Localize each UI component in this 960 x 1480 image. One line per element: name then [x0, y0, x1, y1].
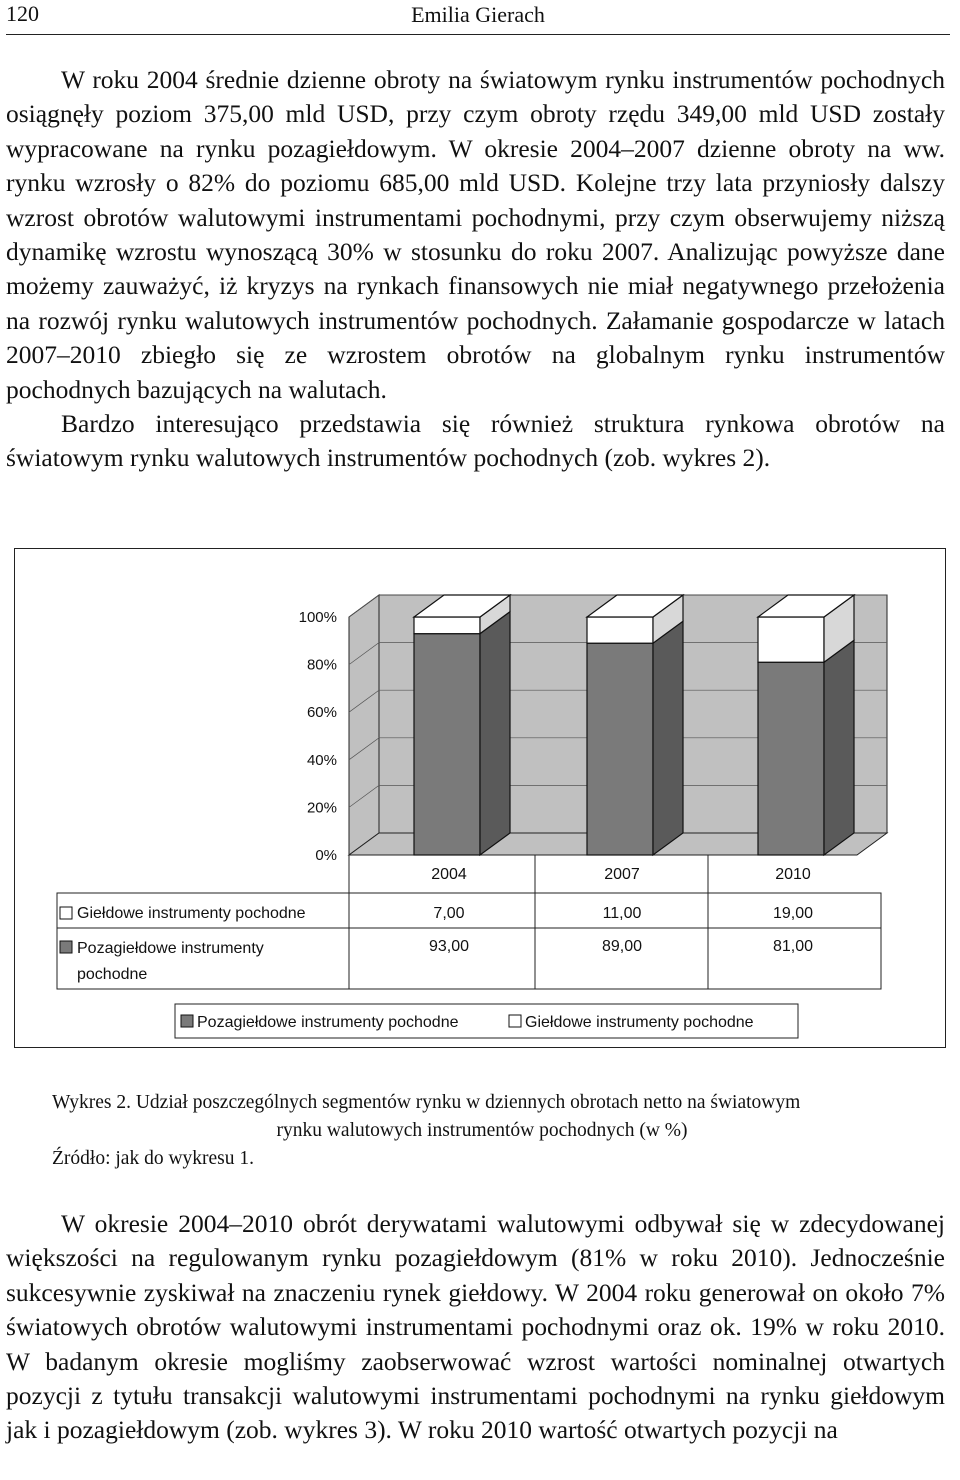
bar-segment-pozagieldowe	[758, 662, 824, 855]
data-table-cell: 11,00	[602, 905, 642, 922]
data-table-legend-key-pozagieldowe	[60, 941, 72, 953]
data-table-row-label: pochodne	[77, 966, 148, 983]
body-text-top	[6, 63, 945, 476]
x-category-label: 2007	[604, 866, 640, 883]
bar-segment-pozagieldowe-side	[653, 621, 683, 855]
bar-segment-gieldowe	[587, 617, 653, 643]
y-tick-label: 60%	[306, 704, 337, 722]
y-tick-label: 80%	[306, 656, 337, 674]
bar-segment-pozagieldowe-side	[480, 612, 510, 855]
bar-segment-gieldowe	[414, 617, 480, 634]
data-table-row-label: Giełdowe instrumenty pochodne	[77, 905, 306, 922]
caption-source: Źródło: jak do wykresu 1.	[52, 1148, 255, 1169]
y-tick-label: 40%	[306, 751, 337, 769]
data-table-cell: 7,00	[433, 905, 465, 922]
paragraph: W okresie 2004–2010 obrót derywatami walutowymi odbywał się w zdecydowanej większości na regulowanym rynku pozagiełdowym (81% w roku 2010). Jednocześnie sukcesywnie zyskiwał na znaczeniu rynek giełdowy. W 2004 roku generował on około 7% światowych obrotów walutowymi instrumentami pochodnymi oraz ok. 19% w roku 2010. W badanym okresie mogliśmy zaobserwować wzrost wartości nominalnej otwartych pozycji z tytułu transakcji walutowymi instrumentami pochodnymi na rynku giełdowym jak i pozagiełdowym (zob. wykres 3). W roku 2010 wartość otwartych pozycji na	[6, 1209, 945, 1445]
data-table-cell: 89,00	[601, 938, 643, 955]
data-table-cell: 93,00	[428, 938, 470, 955]
x-axis-category-labels	[431, 866, 811, 883]
caption-line-1: Wykres 2. Udział poszczególnych segmentów rynku w dziennych obrotach netto na światowym	[52, 1092, 801, 1113]
x-category-label: 2004	[431, 866, 467, 883]
paragraph: W roku 2004 średnie dzienne obroty na światowym rynku instrumentów pochodnych osiągnęły poziom 375,00 mld USD, przy czym obroty rzędu 349,00 mld USD zostały wypracowane na rynku pozagiełdowym. W okresie 2004–2007 dzienne obroty na ww. rynku wzrosły o 82% do poziomu 685,00 mld USD. Kolejne trzy lata przyniosły dalszy wzrost obrotów walutowymi instrumentami pochodnymi, przy czym obserwujemy niższą dynamikę wzrostu wynoszącą 30% w stosunku do roku 2007. Analizując powyższe dane możemy zauważyć, iż kryzys na rynkach finansowych nie miał negatywnego przełożenia na rozwój rynku walutowych instrumentów pochodnych. Załamanie gospodarcze w latach 2007–2010 zbiegło się ze wzrostem obrotów na globalnym rynku instrumentów pochodnych bazujących na walutach.	[6, 65, 945, 404]
running-header	[6, 0, 950, 35]
data-table-cell: 19,00	[772, 905, 814, 922]
page-number: 120	[6, 1, 39, 26]
chart-data-table	[57, 855, 881, 989]
chart-bars	[414, 595, 854, 855]
y-tick-label: 20%	[306, 799, 337, 817]
data-table-legend-key-gieldowe	[60, 907, 72, 919]
bar-segment-pozagieldowe	[414, 634, 480, 855]
chart-side-wall	[349, 595, 379, 855]
bar-segment-pozagieldowe-side	[824, 640, 854, 855]
chart-figure	[14, 548, 946, 1048]
y-tick-label: 0%	[315, 847, 337, 864]
running-header-author: Emilia Gierach	[411, 2, 545, 27]
bar-segment-gieldowe	[758, 617, 824, 662]
legend-label: Pozagiełdowe instrumenty pochodne	[197, 1014, 459, 1031]
y-tick-label: 100%	[298, 609, 337, 626]
stacked-3d-column-chart	[15, 549, 947, 1049]
chart-legend	[175, 1004, 798, 1038]
legend-label: Giełdowe instrumenty pochodne	[525, 1014, 754, 1031]
x-category-label: 2010	[775, 866, 811, 883]
figure-caption	[52, 1089, 932, 1173]
y-axis-tick-labels	[299, 609, 337, 864]
data-table-cell: 81,00	[772, 938, 814, 955]
legend-key-pozagieldowe	[181, 1015, 193, 1027]
body-text-bottom	[6, 1207, 945, 1448]
legend-key-gieldowe	[509, 1015, 521, 1027]
bar-segment-pozagieldowe	[587, 643, 653, 855]
caption-line-2: rynku walutowych instrumentów pochodnych (w %)	[276, 1120, 688, 1141]
paragraph: Bardzo interesująco przedstawia się również struktura rynkowa obrotów na światowym rynku walutowych instrumentów pochodnych (zob. wykres 2).	[6, 409, 945, 473]
data-table-row-label: Pozagiełdowe instrumenty	[77, 940, 264, 957]
